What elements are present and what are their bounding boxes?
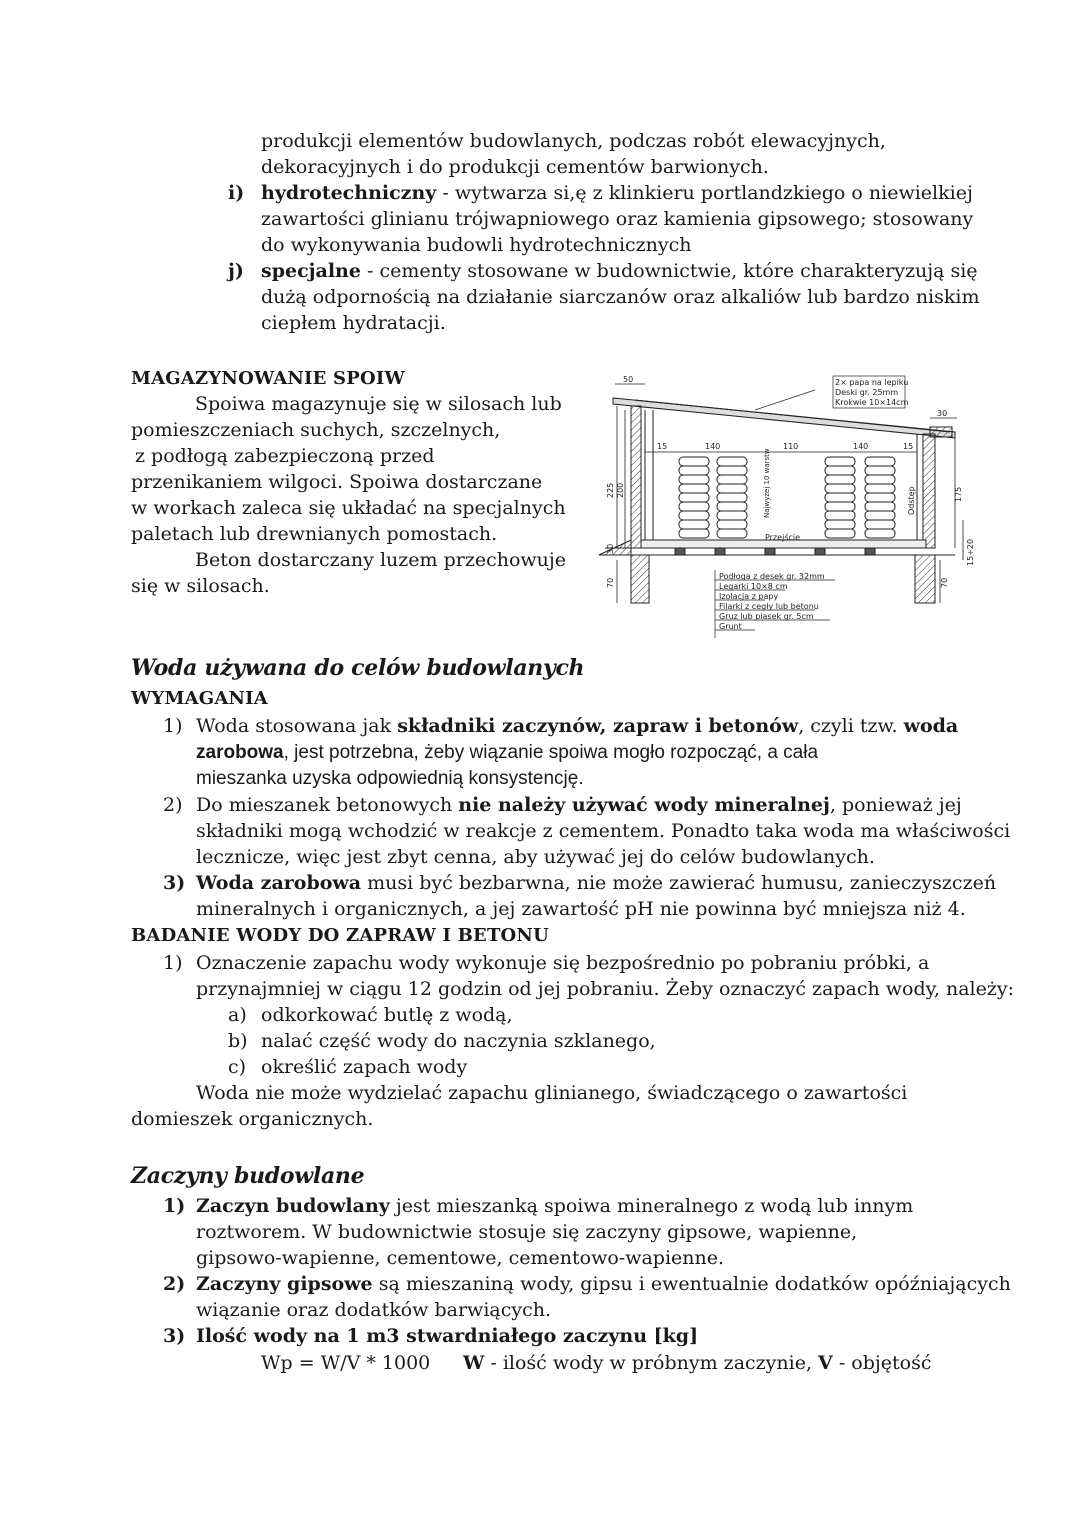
- paste-1-line-3: gipsowo-wapienne, cementowe, cementowo-wapienne.: [196, 1247, 725, 1269]
- paste-1-bold: Zaczyn budowlany: [196, 1195, 390, 1217]
- dim-15a: 15: [657, 442, 668, 451]
- paste-2-bold: Zaczyny gipsowe: [196, 1273, 373, 1295]
- paste-2-text: są mieszaniną wody, gipsu i ewentualnie dodatków opóźniających: [372, 1273, 1011, 1295]
- symbol-v: V: [818, 1352, 833, 1374]
- paste-1-line-1: [196, 1193, 913, 1219]
- dim-50: 50: [623, 375, 634, 384]
- storage-line-1: Spoiwa magazynuje się w silosach lub: [195, 393, 562, 415]
- list-item-i: [261, 180, 973, 206]
- req-2-text-a: Do mieszanek betonowych: [196, 794, 459, 816]
- req-3-text: musi być bezbarwna, nie może zawierać humusu, zanieczyszczeń: [361, 872, 997, 894]
- sub-b-marker: b): [228, 1030, 248, 1052]
- storage-line-4: przenikaniem wilgoci. Spoiwa dostarczane: [131, 471, 543, 493]
- req-3-line-1: [196, 870, 996, 896]
- odor-line-1: Woda nie może wydzielać zapachu glinianego, świadczącego o zawartości: [196, 1082, 908, 1104]
- sub-a-marker: a): [228, 1004, 247, 1026]
- test-1-marker: 1): [163, 952, 183, 974]
- req-1-text-a: Woda stosowana jak: [196, 715, 398, 737]
- paste-2-marker: 2): [163, 1273, 186, 1295]
- right-foundation: [915, 555, 935, 603]
- list-item-j: [261, 258, 978, 284]
- sub-c-text: określić zapach wody: [261, 1056, 468, 1078]
- term-hydrotechniczny: hydrotechniczny: [261, 182, 437, 204]
- left-wall: [631, 406, 641, 548]
- passage-label: Przejście: [765, 533, 801, 542]
- req-1-marker: 1): [163, 715, 183, 737]
- req-1-bold-c: zarobowa: [196, 742, 284, 763]
- item-j-text: - cementy stosowane w budownictwie, które charakteryzują się: [360, 260, 978, 282]
- dim-110: 110: [783, 442, 799, 451]
- right-wall: [923, 434, 935, 548]
- symbol-w-desc: - ilość wody w próbnym zaczynie,: [484, 1352, 819, 1374]
- symbol-w: W: [463, 1352, 485, 1374]
- formula: Wp = W/V * 1000: [261, 1352, 431, 1374]
- storage-line-2: pomieszczeniach suchych, szczelnych,: [131, 419, 501, 441]
- storage-line-5: w workach zaleca się układać na specjalnych: [131, 497, 566, 519]
- req-1-line-3: mieszanka uzyska odpowiednią konsystencję.: [196, 768, 584, 789]
- req-1-text-b: , czyli tzw.: [798, 715, 904, 737]
- dim-30: 30: [937, 409, 948, 418]
- intro-line-1: produkcji elementów budowlanych, podczas robót elewacyjnych,: [261, 130, 886, 152]
- water-section-title: Woda używana do celów budowlanych: [131, 655, 585, 681]
- paste-2-line-2: wiązanie oraz dodatków barwiących.: [196, 1299, 552, 1321]
- dim-15b: 15: [903, 442, 914, 451]
- req-2-bold: nie należy używać wody mineralnej: [458, 794, 830, 816]
- intro-line-2: dekoracyjnych i do produkcji cementów barwionych.: [261, 156, 769, 178]
- item-i-text: - wytwarza si,ę z klinkieru portlandzkiego o niewielkiej: [436, 182, 973, 204]
- item-j-line-2: dużą odpornością na działanie siarczanów oraz alkaliów lub bardzo niskim: [261, 286, 980, 308]
- floor-label-3: Izolacja z papy: [719, 592, 779, 601]
- sub-a-text: odkorkować butlę z wodą,: [261, 1004, 513, 1026]
- dim-30b: 30: [606, 543, 615, 554]
- requirements-heading: WYMAGANIA: [131, 688, 268, 709]
- req-2-text-b: , ponieważ jej: [829, 794, 962, 816]
- floor-label-5: Gruz lub piasek gr. 5cm: [719, 612, 814, 621]
- req-2-line-1: [196, 792, 962, 818]
- sack-stack-1: [679, 457, 709, 538]
- paste-1-marker: 1): [163, 1195, 186, 1217]
- item-i-line-2: zawartości glinianu trójwapniowego oraz kamienia gipsowego; stosowany: [261, 208, 974, 230]
- gap-label: Odstęp: [907, 486, 916, 515]
- req-1-bold-b: woda: [903, 715, 959, 737]
- dim-225: 225: [606, 482, 615, 498]
- max-layers-label: Najwyżej 10 warstw: [763, 448, 771, 518]
- storage-heading: MAGAZYNOWANIE SPOIW: [131, 368, 405, 389]
- req-1-line-1: [196, 713, 958, 739]
- floor-label-1: Podłoga z desek gr. 32mm: [719, 572, 825, 581]
- storage-line-8: się w silosach.: [131, 575, 270, 597]
- req-1-line-2: [196, 740, 818, 766]
- paste-1-text: jest mieszanką spoiwa mineralnego z wodą lub innym: [389, 1195, 914, 1217]
- symbol-v-desc: - objętość: [832, 1352, 932, 1374]
- sack-stack-2: [717, 457, 747, 538]
- warehouse-diagram: [585, 370, 980, 645]
- req-1-text-c: , jest potrzebna, żeby wiązanie spoiwa mogło rozpocząć, a cała: [283, 742, 819, 763]
- sack-stack-3: [825, 457, 855, 538]
- req-2-marker: 2): [163, 794, 183, 816]
- req-3-bold: Woda zarobowa: [196, 872, 362, 894]
- roof-label-2: Deski gr. 25mm: [835, 388, 899, 397]
- paste-1-line-2: roztworem. W budownictwie stosuje się zaczyny gipsowe, wapienne,: [196, 1221, 858, 1243]
- paste-3-marker: 3): [163, 1325, 186, 1347]
- paste-2-line-1: [196, 1271, 1011, 1297]
- storage-line-6: paletach lub drewnianych pomostach.: [131, 523, 498, 545]
- list-marker-j: j): [228, 260, 244, 282]
- req-2-line-3: lecznicze, więc jest zbyt cenna, aby używać jej do celów budowlanych.: [196, 846, 875, 868]
- list-marker-i: i): [228, 182, 245, 204]
- water-test-heading: BADANIE WODY DO ZAPRAW I BETONU: [131, 925, 549, 946]
- test-1-line-2: przynajmniej w ciągu 12 godzin od jej pobraniu. Żeby oznaczyć zapach wody, należy:: [196, 978, 1014, 1000]
- req-1-bold-a: składniki zaczynów, zapraw i betonów: [397, 715, 799, 737]
- sack-stack-4: [865, 457, 895, 538]
- paste-3-heading: Ilość wody na 1 m3 stwardniałego zaczynu [kg]: [196, 1325, 699, 1347]
- floor-label-2: Legarki 10×8 cm: [719, 582, 788, 591]
- item-j-line-3: ciepłem hydratacji.: [261, 312, 446, 334]
- floor-label-6: Grunt: [719, 622, 742, 631]
- ramp: [599, 540, 631, 555]
- dim-15-20: 15÷20: [966, 538, 975, 566]
- sub-c-marker: c): [228, 1056, 247, 1078]
- req-3-line-2: mineralnych i organicznych, a jej zawartość pH nie powinna być mniejsza niż 4.: [196, 898, 966, 920]
- dim-175: 175: [954, 486, 963, 502]
- dim-200: 200: [616, 482, 625, 498]
- storage-line-7: Beton dostarczany luzem przechowuje: [195, 549, 567, 571]
- roof-label-3: Krokwie 10×14cm: [835, 398, 909, 407]
- dim-70a: 70: [606, 577, 615, 588]
- paste-section-title: Zaczyny budowlane: [131, 1163, 365, 1189]
- formula-legend: [463, 1350, 932, 1376]
- req-2-line-2: składniki mogą wchodzić w reakcje z cementem. Ponadto taka woda ma właściwości: [196, 820, 1011, 842]
- sub-b-text: nalać część wody do naczynia szklanego,: [261, 1030, 656, 1052]
- dim-140b: 140: [853, 442, 869, 451]
- item-i-line-3: do wykonywania budowli hydrotechnicznych: [261, 234, 692, 256]
- dim-70b: 70: [940, 577, 949, 588]
- odor-line-2: domieszek organicznych.: [131, 1108, 374, 1130]
- test-1-line-1: Oznaczenie zapachu wody wykonuje się bezpośrednio po pobraniu próbki, a: [196, 952, 930, 974]
- floor-label-4: Filarki z cegły lub betonu: [719, 602, 819, 611]
- req-3-marker: 3): [163, 872, 186, 894]
- left-foundation: [631, 555, 649, 603]
- roof-label-1: 2× papa na lepiku: [835, 378, 909, 387]
- dim-140a: 140: [705, 442, 721, 451]
- storage-line-3: z podłogą zabezpieczoną przed: [135, 445, 435, 467]
- term-specjalne: specjalne: [261, 260, 361, 282]
